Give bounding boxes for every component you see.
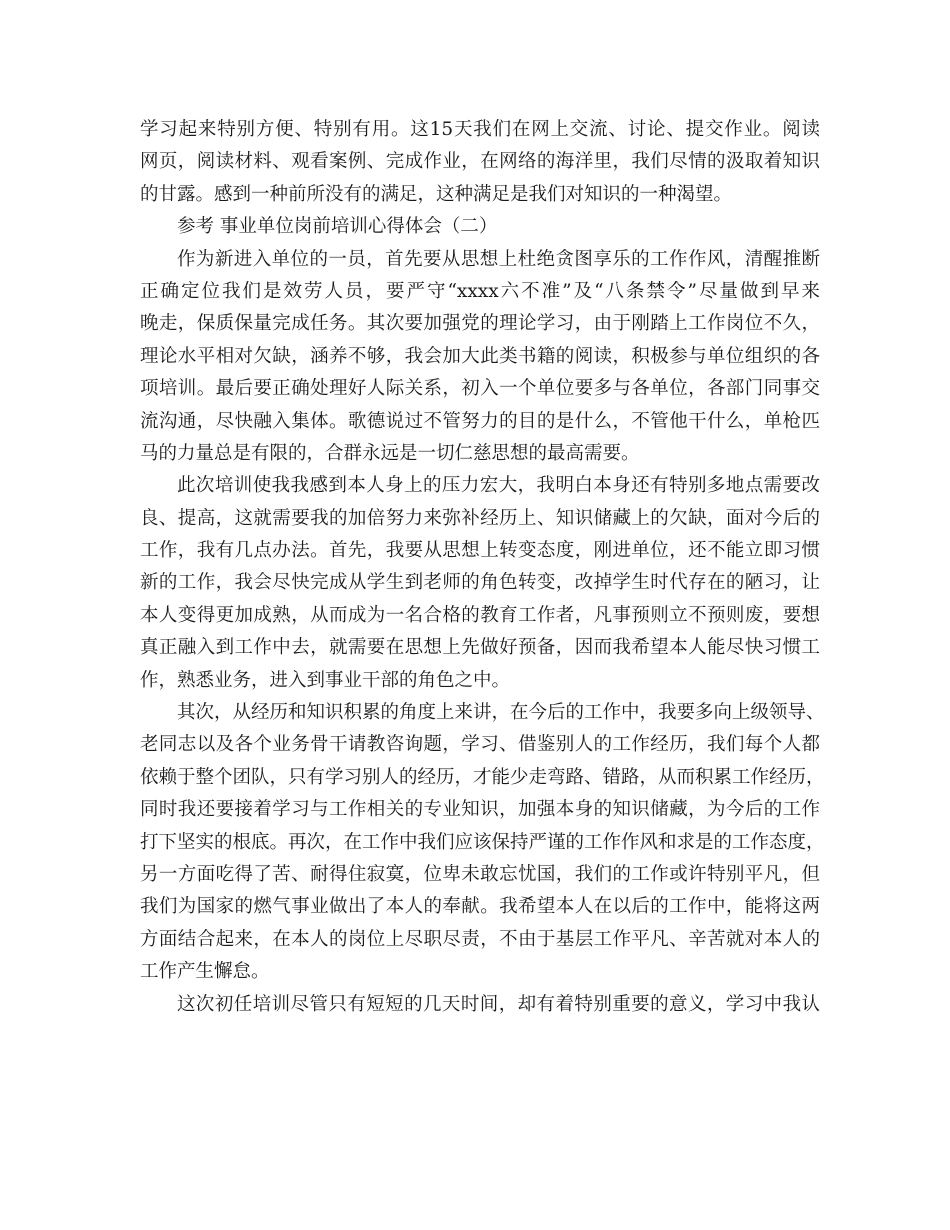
- text-line: 依赖于整个团队，只有学习别人的经历，才能少走弯路、错路，从而积累工作经历，: [140, 766, 825, 788]
- text-line: 工作，我有几点办法。首先，我要从思想上转变态度，刚进单位，还不能立即习惯: [140, 540, 820, 562]
- text-line: 本人变得更加成熟，从而成为一名合格的教育工作者，凡事预则立不预则废，要想: [140, 604, 820, 626]
- text-line: 理论水平相对欠缺，涵养不够，我会加大此类书籍的阅读，积极参与单位组织的各: [140, 345, 820, 367]
- text-line: 此次培训使我我感到本人身上的压力宏大，我明白本身还有特别多地点需要改: [177, 475, 820, 497]
- text-line: 良、提高，这就需要我的加倍努力来弥补经历上、知识储藏上的欠缺，面对今后的: [140, 507, 820, 529]
- text-line: 方面结合起来，在本人的岗位上尽职尽责，不由于基层工作平凡、辛苦就对本人的: [140, 928, 820, 950]
- text-line: 作，熟悉业务，进入到事业干部的角色之中。: [140, 669, 511, 691]
- section-heading: 参考 事业单位岗前培训心得体会（二）: [177, 216, 498, 238]
- text-line: 网页，阅读材料、观看案例、完成作业，在网络的海洋里，我们尽情的汲取着知识: [140, 151, 820, 173]
- text-line: 老同志以及各个业务骨干请教咨询题，学习、借鉴别人的工作经历，我们每个人都: [140, 734, 820, 756]
- text-line: 工作产生懈怠。: [140, 961, 270, 983]
- text-line: 流沟通，尽快融入集体。歌德说过不管努力的目的是什么，不管他干什么，单枪匹: [140, 410, 820, 432]
- body-text: [140, 114, 825, 1021]
- text-line: 我们为国家的燃气事业做出了本人的奉献。我希望本人在以后的工作中，能将这两: [140, 896, 820, 918]
- text-line: 另一方面吃得了苦、耐得住寂寞，位卑未敢忘忧国，我们的工作或许特别平凡，但: [140, 863, 820, 885]
- text-line: 打下坚实的根底。再次，在工作中我们应该保持严谨的工作作风和求是的工作态度，: [140, 831, 825, 853]
- text-line: 的甘露。感到一种前所没有的满足，这种满足是我们对知识的一种渴望。: [140, 183, 733, 205]
- text-line: 新的工作，我会尽快完成从学生到老师的角色转变，改掉学生时代存在的陋习，让: [140, 572, 820, 594]
- text-line: 这次初任培训尽管只有短短的几天时间，却有着特别重要的意义，学习中我认: [177, 993, 820, 1015]
- text-line: 项培训。最后要正确处理好人际关系，初入一个单位要多与各单位，各部门同事交: [140, 378, 820, 400]
- text-line: 作为新进入单位的一员，首先要从思想上杜绝贪图享乐的工作作风，清醒推断: [177, 248, 820, 270]
- text-line: 其次，从经历和知识积累的角度上来讲，在今后的工作中，我要多向上级领导、: [177, 702, 825, 724]
- text-line: 正确定位我们是效劳人员，要严守“xxxx六不准”及“八条禁令”尽量做到早来: [140, 280, 820, 302]
- text-line: 同时我还要接着学习与工作相关的专业知识，加强本身的知识储藏，为今后的工作: [140, 799, 820, 821]
- text-line: 马的力量总是有限的，合群永远是一切仁慈思想的最高需要。: [140, 442, 640, 464]
- text-line: 真正融入到工作中去，就需要在思想上先做好预备，因而我希望本人能尽快习惯工: [140, 637, 820, 659]
- text-line: 晚走，保质保量完成任务。其次要加强党的理论学习，由于刚踏上工作岗位不久，: [140, 313, 820, 335]
- text-line: 学习起来特别方便、特别有用。这15天我们在网上交流、讨论、提交作业。阅读: [140, 119, 820, 140]
